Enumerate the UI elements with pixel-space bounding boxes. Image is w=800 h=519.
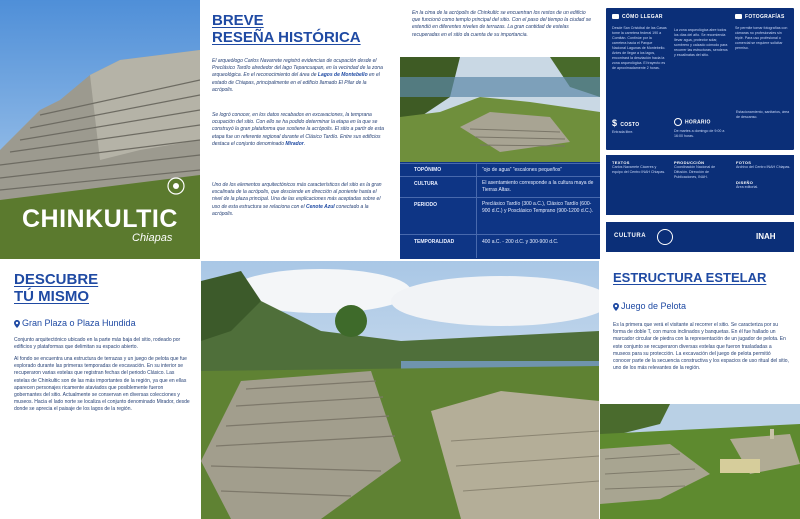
historia-p3-highlight: Cenote Azul xyxy=(305,203,335,210)
descubre-title-line1: DESCUBRE xyxy=(14,271,99,288)
como-llegar-block xyxy=(612,14,667,71)
horario-block xyxy=(674,118,732,139)
costo-text: Entrada libre. xyxy=(612,130,634,134)
historia-title-line2: RESEÑA HISTÓRICA xyxy=(212,29,361,47)
money-icon: $ xyxy=(612,118,618,128)
fotografias-block xyxy=(735,14,790,51)
descubre-title-line2: TÚ MISMO xyxy=(14,288,89,306)
diseno-text: Área editorial. xyxy=(736,185,759,189)
table-value: El asentamiento corresponde a la cultura maya de Tierras Altas. xyxy=(482,180,594,193)
location-pin-icon xyxy=(613,303,619,311)
horario-label: HORARIO xyxy=(685,119,711,126)
fotografias-text: Se permite tomar fotografías con cámaras no profesionales sin tripié. Para uso profesional o comercial se requiere solicitar permiso. xyxy=(735,26,788,50)
horario-title xyxy=(674,118,732,126)
credits-produccion xyxy=(674,160,730,180)
fotografias-label: FOTOGRAFÍAS xyxy=(745,14,785,20)
table-value: “ojo de agua” “escalones pequeños” xyxy=(482,167,563,173)
estructura-place xyxy=(613,301,686,311)
historia-paragraph-3 xyxy=(212,182,388,218)
historia-title xyxy=(212,12,361,47)
table-row xyxy=(400,197,600,234)
descubre-place xyxy=(14,318,136,328)
fotos-text: Archivo del Centro INAH Chiapas. xyxy=(736,165,791,169)
location-pin-icon xyxy=(14,320,20,328)
estructura-title: ESTRUCTURA ESTELAR xyxy=(613,270,767,285)
table-key: TEMPORALIDAD xyxy=(414,239,455,245)
historia-p3-text-a: Uno de los elementos arquitectónicos más característicos del sitio es la gran escalinata de la acrópolis, que desciende en dirección al poniente hasta el nivel de la plaza principal. Una de las explicaciones más aceptadas sobre el uso de esta estructura se relaciona con el xyxy=(212,182,382,210)
table-key: TOPÓNIMO xyxy=(414,167,442,173)
credits-fotos xyxy=(736,160,792,190)
historia-p1-text-a: El arqueólogo Carlos Navarrete registró evidencias de ocupación desde el Preclásico Tardío alrededor del lago Tepancuapan, en la vecindad de la zona arqueológica. En el reconocimiento del área de xyxy=(212,58,383,79)
produccion-title: PRODUCCIÓN xyxy=(674,160,705,165)
inah-logo: INAH xyxy=(756,232,776,241)
textos-title: TEXTOS xyxy=(612,160,630,165)
fotos-title: FOTOS xyxy=(736,160,752,165)
diseno-title: DISEÑO xyxy=(736,180,754,185)
intro-paragraph: En la cima de la acrópolis de Chinkultic se encuentran los restos de un edificio que funcionó como templo principal del sitio. Con el paso del tiempo la ciudad se extendió en diferentes niveles de terrazas. La gran cantidad de estelas recuperadas en el sitio da cuenta de su importancia. xyxy=(412,10,591,38)
credits-textos xyxy=(612,160,668,175)
historia-p2-text-b: . xyxy=(303,140,306,147)
visit-recommendations-text: La zona arqueológica abre todos los días del año. Se recomienda llevar agua, protector solar, sombrero y calzado cómodo para recorrer las estructuras, senderos y escalinatas del sitio. xyxy=(674,28,728,57)
cultura-logo: CULTURA xyxy=(614,233,647,239)
site-state: Chiapas xyxy=(132,232,173,244)
historia-p2-highlight: Mirador xyxy=(285,140,304,147)
costo-title xyxy=(612,118,667,128)
historia-title-line1: BREVE xyxy=(212,12,264,29)
table-key: PERIODO xyxy=(414,202,438,208)
historia-paragraph-2 xyxy=(212,112,388,148)
site-name: CHINKULTIC xyxy=(22,205,178,233)
seal-icon xyxy=(657,229,673,245)
table-divider xyxy=(476,163,477,258)
estructura-place-label: Juego de Pelota xyxy=(621,301,687,311)
historia-paragraph-1 xyxy=(212,58,388,94)
historia-p2-text-a: Se logró conocer, en los datos recabados en excavaciones, la temprana ocupación del sitio. Con ello se ha podido determinar la etapa en la que se construyó la gran plataforma que sostiene la acrópolis. El sitio a partir de esta etapa fue un referente regional durante el Clásico Tardío. Entre sus edificios destaca el conjunto denominado xyxy=(212,112,385,147)
table-key: CULTURA xyxy=(414,181,438,187)
table-row xyxy=(400,163,600,176)
fotografias-title xyxy=(735,14,790,20)
textos-text: Carlos Navarrete Cáceres y equipo del Centro INAH Chiapas. xyxy=(612,165,666,174)
servicios-text: Estacionamiento, sanitarios, área de descanso. xyxy=(736,110,790,119)
camera-icon xyxy=(735,14,742,19)
table-value: 400 a.C. - 200 d.C. y 300-900 d.C. xyxy=(482,239,559,245)
horario-time: De martes a domingo de 9:00 a 16:00 horas. xyxy=(674,129,725,138)
car-icon xyxy=(612,14,619,19)
descubre-paragraph-1: Conjunto arquitectónico ubicado en la parte más baja del sitio, rodeado por edificios y plataformas que delimitan su espacio abierto. xyxy=(14,337,181,351)
como-llegar-label: CÓMO LLEGAR xyxy=(622,14,663,20)
historia-p1-highlight: Lagos de Montebello xyxy=(317,72,368,79)
table-value: Preclásico Tardío (300 a.C.), Clásico Tardío (600-900 d.C.) y Posclásico Temprano (900-1200 d.C.). xyxy=(482,201,594,214)
como-llegar-title xyxy=(612,14,667,20)
photo-acropolis xyxy=(400,57,600,162)
estructura-paragraph: Es la primera que verá el visitante al recorrer el sitio. Se caracteriza por su forma de doble T, con muros inclinados y banquetas. En él fue hallado un marcador circular de piedra con la representación de un jugador de pelota. En este conjunto se recuperaron diversas estelas que fueron trasladadas a museos para su protección. La excavación del juego de pelota permitió conocer parte de la secuencia constructiva y los espacios de uso ritual del sitio, uno de los más relevantes de la región. xyxy=(613,322,789,372)
como-llegar-text: Desde San Cristóbal de las Casas tome la carretera federal 190 a Comitán. Continúe por la carretera hacia el Parque Nacional Lagunas de Montebello. Antes de llegar a los lagos, encontrará la desviación hacia la zona arqueológica. El trayecto es de aproximadamente 2 horas. xyxy=(612,26,667,70)
photo-ball-court xyxy=(600,404,800,519)
descubre-title xyxy=(14,271,98,306)
table-row xyxy=(400,176,600,197)
historia-p3-text-b: conectado a la acrópolis. xyxy=(212,203,369,217)
costo-block xyxy=(612,118,667,135)
produccion-text: Coordinación Nacional de Difusión. Dirección de Publicaciones, INAH. xyxy=(674,165,716,179)
descubre-paragraph-2: Al fondo se encuentra una estructura de terrazas y un juego de pelota que fue explorado durante las primeras temporadas de excavación. En su interior se recuperaron varias estelas que registran fechas del periodo Clásico. Las estelas de Chinkultic son de las más importantes de la región, ya que en ellas aparecen personajes ricamente ataviados que posiblemente fueron gobernantes del sitio. Actualmente se conservan en diversas colecciones y museos. Hacia el lado norte se localiza el conjunto denominado Mirador, desde donde se aprecia el paisaje de los lagos de la región. xyxy=(14,356,190,413)
photo-sunken-plaza xyxy=(201,261,599,519)
costo-label: COSTO xyxy=(620,122,640,128)
clock-icon xyxy=(674,118,682,126)
descubre-place-label: Gran Plaza o Plaza Hundida xyxy=(22,318,136,328)
historia-p1-text-b: en el estado de Chiapas, principalmente en el edificio llamado El Pilar de la acrópolis. xyxy=(212,72,380,93)
table-row xyxy=(400,234,600,259)
